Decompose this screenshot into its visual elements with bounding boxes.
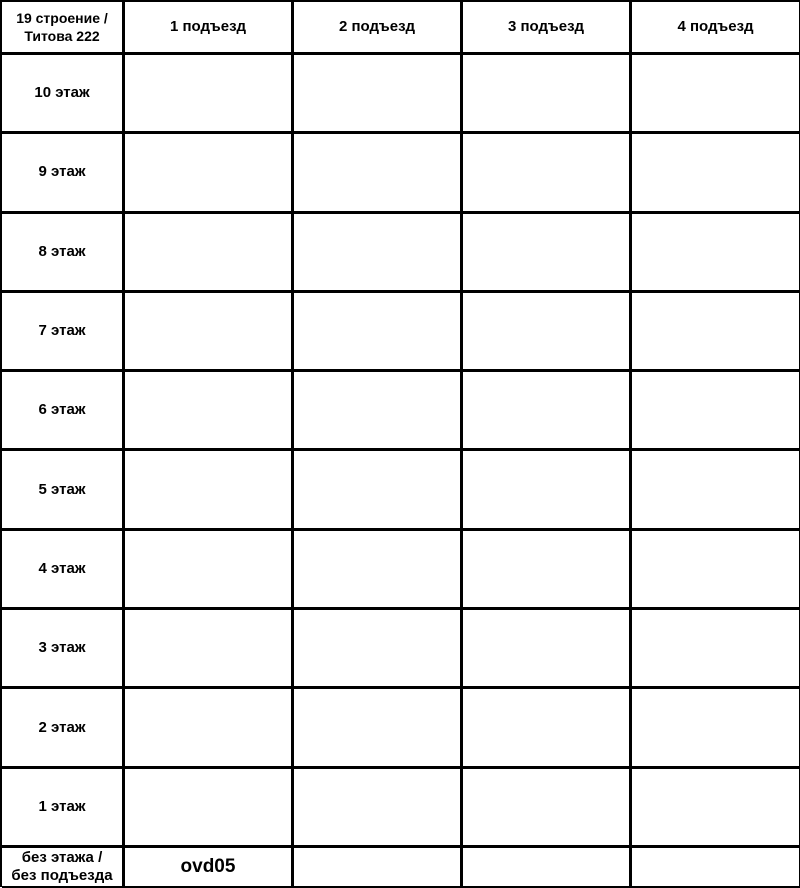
row-header-floor-6: 6 этаж [2,372,125,451]
table-cell [294,372,463,451]
table-cell [125,55,294,134]
column-header-entrance-1: 1 подъезд [125,2,294,55]
column-header-entrance-4: 4 подъезд [632,2,800,55]
table-cell [125,769,294,848]
table-cell [294,55,463,134]
table-cell [125,610,294,689]
table-cell [632,531,800,610]
table-cell [125,531,294,610]
row-header-floor-9: 9 этаж [2,134,125,213]
table-cell [294,531,463,610]
table-cell [294,848,463,888]
table-cell [125,214,294,293]
column-header-entrance-2: 2 подъезд [294,2,463,55]
table-cell [125,134,294,213]
row-header-floor-1: 1 этаж [2,769,125,848]
table-cell [125,372,294,451]
table-cell [632,451,800,530]
table-cell [463,293,632,372]
table-cell [463,769,632,848]
table-cell [463,848,632,888]
table-cell [463,214,632,293]
row-header-floor-4: 4 этаж [2,531,125,610]
table-cell [294,293,463,372]
table-cell [632,689,800,768]
table-cell [632,372,800,451]
table-corner-header: 19 строение / Титова 222 [2,2,125,55]
table-cell-ovd05: ovd05 [125,848,294,888]
table-cell [632,769,800,848]
table-cell [294,610,463,689]
table-cell [632,134,800,213]
row-header-floor-3: 3 этаж [2,610,125,689]
table-cell [125,293,294,372]
row-header-floor-8: 8 этаж [2,214,125,293]
table-cell [463,134,632,213]
table-cell [463,531,632,610]
row-header-floor-2: 2 этаж [2,689,125,768]
table-cell [463,689,632,768]
table-cell [125,451,294,530]
table-cell [632,293,800,372]
table-cell [632,610,800,689]
table-cell [463,55,632,134]
table-cell [632,214,800,293]
table-cell [294,689,463,768]
table-cell [463,372,632,451]
row-header-floor-10: 10 этаж [2,55,125,134]
row-header-floor-5: 5 этаж [2,451,125,530]
table-cell [294,769,463,848]
column-header-entrance-3: 3 подъезд [463,2,632,55]
row-header-no-floor-no-entrance: без этажа / без подъезда [2,848,125,888]
table-cell [463,610,632,689]
table-cell [294,214,463,293]
table-cell [463,451,632,530]
row-header-floor-7: 7 этаж [2,293,125,372]
table-cell [125,689,294,768]
table-cell [294,451,463,530]
table-cell [632,848,800,888]
table-cell [294,134,463,213]
table-cell [632,55,800,134]
